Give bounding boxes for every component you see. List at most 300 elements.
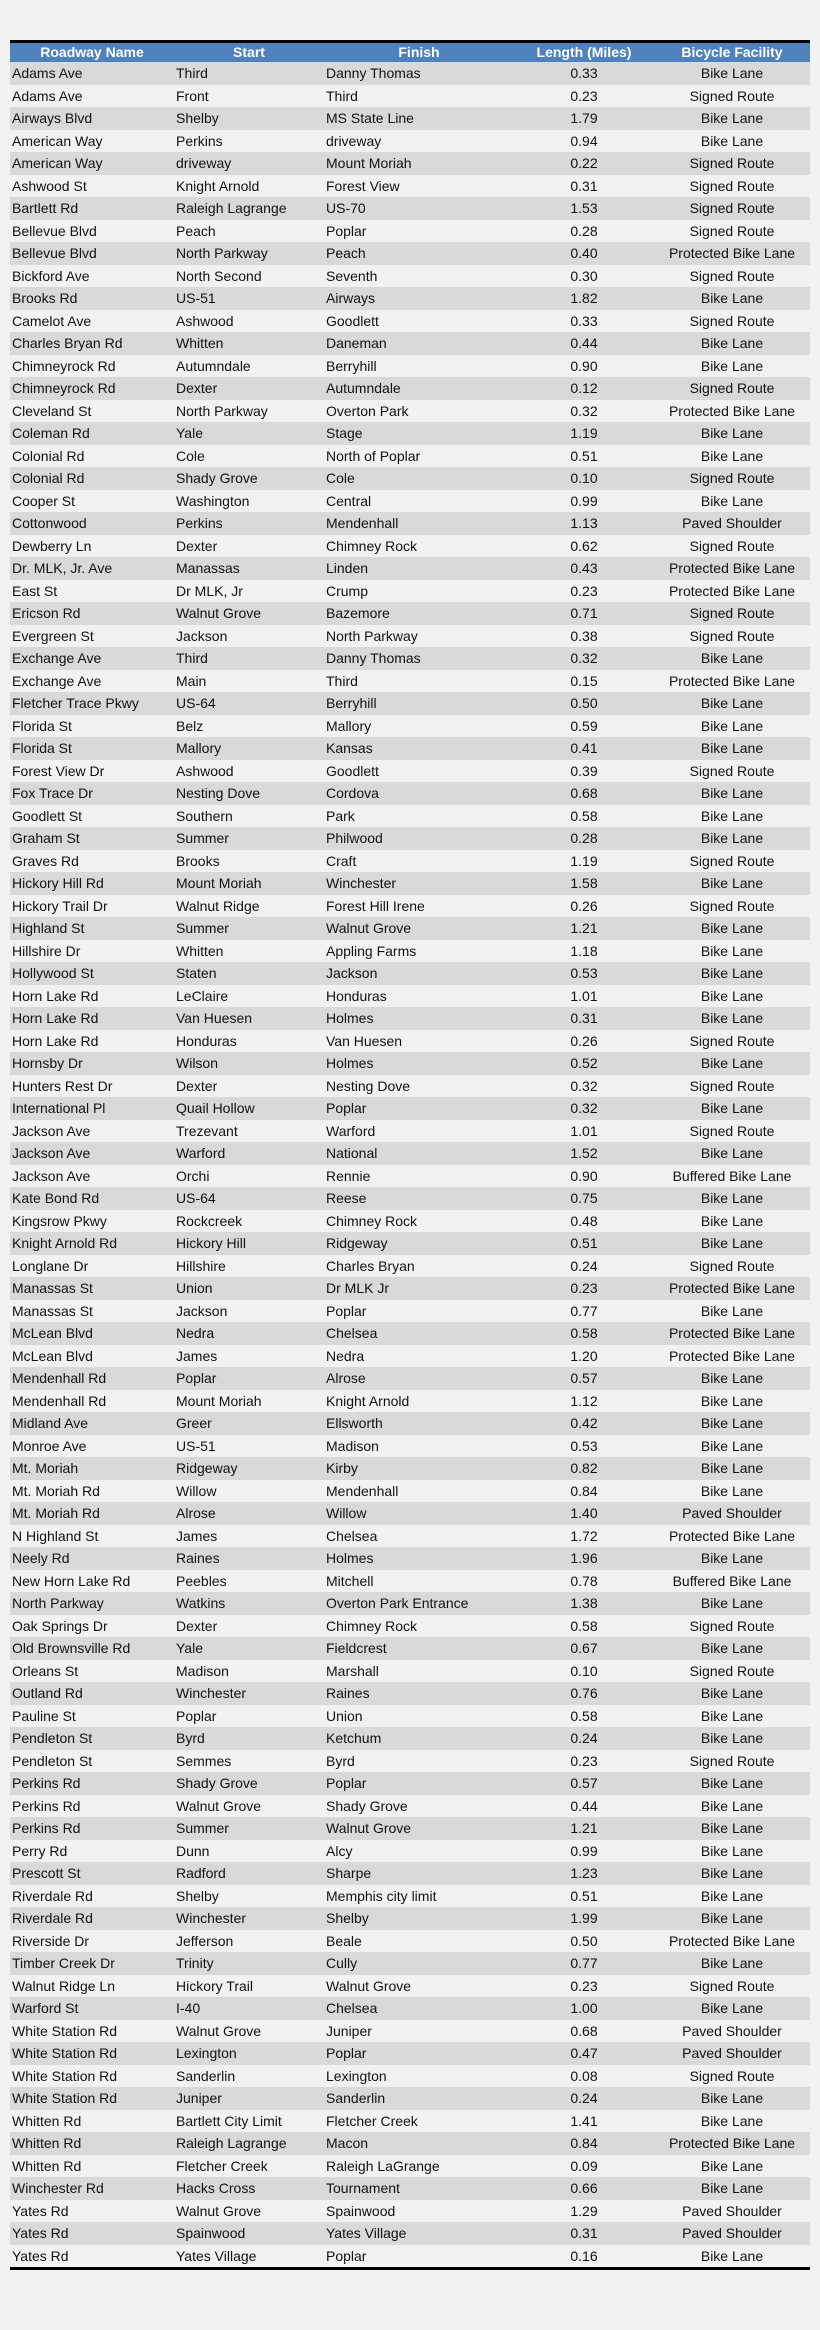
cell-roadway-name: Mendenhall Rd [12,1392,107,1409]
cell-length: 0.23 [570,582,598,599]
cell-start: Warford [176,1145,226,1162]
cell-start: James [176,1347,218,1364]
cell-facility: Bike Lane [700,447,764,464]
cell-facility: Bike Lane [700,2090,764,2107]
cell-finish: Craft [326,852,357,869]
cell-finish: Honduras [326,987,387,1004]
cell-facility: Signed Route [689,2067,775,2084]
cell-length: 0.58 [570,1325,598,1342]
table-row [10,985,810,1008]
cell-roadway-name: Bellevue Blvd [12,222,97,239]
table-row [10,1862,810,1885]
table-row [10,1570,810,1593]
cell-roadway-name: Walnut Ridge Ln [12,1977,115,1994]
cell-length: 0.53 [570,1437,598,1454]
cell-length: 0.12 [570,380,598,397]
cell-finish: Winchester [326,875,397,892]
cell-roadway-name: Fletcher Trace Pkwy [12,695,139,712]
cell-roadway-name: White Station Rd [12,2067,118,2084]
cell-finish: Warford [326,1122,376,1139]
cell-length: 0.76 [570,1685,598,1702]
cell-start: Hickory Hill [176,1235,246,1252]
cell-length: 0.33 [570,65,598,82]
cell-roadway-name: American Way [12,132,103,149]
cell-start: Summer [176,920,229,937]
cell-length: 0.31 [570,2225,598,2242]
table-row [10,1817,810,1840]
cell-start: Quail Hollow [176,1100,255,1117]
table-row [10,1615,810,1638]
table-row [10,2065,810,2088]
cell-facility: Bike Lane [700,1055,764,1072]
cell-start: Radford [176,1865,226,1882]
cell-finish: Stage [326,425,363,442]
table-row [10,1390,810,1413]
cell-facility: Bike Lane [700,425,764,442]
cell-facility: Protected Bike Lane [668,582,796,599]
cell-facility: Bike Lane [700,1797,764,1814]
table-row [10,872,810,895]
cell-finish: Fieldcrest [326,1640,387,1657]
cell-roadway-name: Yates Rd [12,2202,69,2219]
cell-finish: Philwood [326,830,383,847]
cell-roadway-name: Winchester Rd [12,2180,104,2197]
cell-facility: Signed Route [689,312,775,329]
cell-length: 0.22 [570,155,598,172]
cell-roadway-name: Graves Rd [12,852,79,869]
cell-facility: Bike Lane [700,1595,764,1612]
cell-finish: Walnut Grove [326,1977,412,1994]
cell-roadway-name: Ashwood St [12,177,87,194]
cell-length: 0.23 [570,1977,598,1994]
cell-length: 0.08 [570,2067,598,2084]
cell-roadway-name: Timber Creek Dr [12,1955,115,1972]
cell-finish: Raleigh LaGrange [326,2157,440,2174]
table-row [10,1322,810,1345]
cell-length: 1.38 [570,1595,598,1612]
cell-facility: Bike Lane [700,1190,764,1207]
cell-finish: Overton Park Entrance [326,1595,469,1612]
cell-facility: Bike Lane [700,1235,764,1252]
cell-roadway-name: Fox Trace Dr [12,785,93,802]
cell-finish: Raines [326,1685,370,1702]
cell-finish: Memphis city limit [326,1887,437,1904]
cell-start: Front [176,87,209,104]
cell-roadway-name: Warford St [12,2000,79,2017]
table-row [10,557,810,580]
cell-facility: Bike Lane [700,942,764,959]
cell-finish: Airways [326,290,376,307]
cell-length: 1.96 [570,1550,598,1567]
cell-finish: Walnut Grove [326,1820,412,1837]
table-row [10,1345,810,1368]
table-row [10,625,810,648]
cell-roadway-name: Mt. Moriah Rd [12,1505,100,1522]
cell-finish: Jackson [326,965,378,982]
cell-length: 0.15 [570,672,598,689]
cell-length: 0.58 [570,807,598,824]
cell-finish: Cully [326,1955,358,1972]
cell-length: 1.13 [570,515,598,532]
cell-facility: Protected Bike Lane [668,1325,796,1342]
cell-length: 0.09 [570,2157,598,2174]
table-bottom-rule [10,2267,810,2270]
cell-start: Ashwood [176,312,234,329]
cell-finish: Poplar [326,2247,367,2264]
cell-length: 1.99 [570,1910,598,1927]
cell-finish: Poplar [326,1100,367,1117]
cell-start: Ashwood [176,762,234,779]
cell-finish: Ridgeway [326,1235,388,1252]
cell-finish: Mendenhall [326,1482,399,1499]
cell-length: 0.28 [570,222,598,239]
cell-finish: Sanderlin [326,2090,386,2107]
cell-roadway-name: Dewberry Ln [12,537,92,554]
cell-roadway-name: Highland St [12,920,85,937]
cell-roadway-name: Forest View Dr [12,762,105,779]
table-row [10,2132,810,2155]
cell-length: 0.30 [570,267,598,284]
cell-start: Nesting Dove [176,785,261,802]
cell-facility: Bike Lane [700,785,764,802]
bike-facility-table [10,40,810,2267]
cell-start: Washington [176,492,250,509]
cell-length: 0.10 [570,470,598,487]
cell-finish: Nesting Dove [326,1077,411,1094]
cell-finish: Alcy [326,1842,353,1859]
cell-length: 1.40 [570,1505,598,1522]
cell-roadway-name: International Pl [12,1100,106,1117]
table-row [10,2087,810,2110]
cell-length: 0.47 [570,2045,598,2062]
cell-length: 0.31 [570,1010,598,1027]
cell-start: Jackson [176,627,228,644]
cell-facility: Bike Lane [700,650,764,667]
cell-roadway-name: Outland Rd [12,1685,83,1702]
cell-facility: Bike Lane [700,1955,764,1972]
table-row [10,1300,810,1323]
cell-length: 0.94 [570,132,598,149]
cell-start: North Second [176,267,262,284]
cell-finish: Alrose [326,1370,366,1387]
cell-facility: Bike Lane [700,2112,764,2129]
cell-start: Southern [176,807,233,824]
table-row [10,1187,810,1210]
cell-facility: Signed Route [689,897,775,914]
cell-start: Trinity [176,1955,214,1972]
cell-length: 0.10 [570,1662,598,1679]
cell-facility: Paved Shoulder [682,2202,782,2219]
cell-facility: Protected Bike Lane [668,1347,796,1364]
cell-start: North Parkway [176,245,268,262]
cell-length: 1.58 [570,875,598,892]
table-row [10,647,810,670]
cell-length: 1.21 [570,920,598,937]
cell-finish: Mallory [326,717,372,734]
cell-start: Main [176,672,207,689]
cell-start: Shady Grove [176,1775,258,1792]
table-row [10,1637,810,1660]
cell-start: Jefferson [176,1932,234,1949]
cell-length: 0.67 [570,1640,598,1657]
cell-roadway-name: Cooper St [12,492,76,509]
table-row [10,895,810,918]
cell-roadway-name: Bartlett Rd [12,200,79,217]
cell-start: Van Huesen [176,1010,253,1027]
cell-finish: North Parkway [326,627,418,644]
table-row [10,85,810,108]
cell-roadway-name: Adams Ave [12,65,83,82]
table-row [10,445,810,468]
cell-length: 0.53 [570,965,598,982]
cell-finish: Holmes [326,1055,374,1072]
cell-length: 1.52 [570,1145,598,1162]
header-length-miles: Length (Miles) [536,44,632,60]
cell-finish: Chelsea [326,1527,378,1544]
cell-facility: Bike Lane [700,1212,764,1229]
cell-length: 0.51 [570,447,598,464]
cell-roadway-name: Camelot Ave [12,312,92,329]
table-row [10,1997,810,2020]
cell-finish: Overton Park [326,402,409,419]
table-row [10,1885,810,1908]
cell-length: 0.58 [570,1617,598,1634]
table-row [10,152,810,175]
cell-roadway-name: Chimneyrock Rd [12,357,116,374]
cell-facility: Signed Route [689,470,775,487]
cell-roadway-name: Brooks Rd [12,290,78,307]
cell-finish: Walnut Grove [326,920,412,937]
cell-finish: Knight Arnold [326,1392,410,1409]
cell-finish: driveway [326,132,382,149]
cell-finish: Macon [326,2135,369,2152]
cell-facility: Bike Lane [700,1302,764,1319]
cell-finish: Forest View [326,177,400,194]
cell-facility: Bike Lane [700,357,764,374]
cell-finish: Forest Hill Irene [326,897,425,914]
cell-length: 0.26 [570,1032,598,1049]
header-start: Start [233,44,265,60]
cell-facility: Protected Bike Lane [668,2135,796,2152]
cell-start: Spainwood [176,2225,246,2242]
cell-finish: Yates Village [326,2225,407,2242]
cell-finish: Lexington [326,2067,387,2084]
cell-start: Peebles [176,1572,227,1589]
cell-finish: Byrd [326,1752,355,1769]
cell-start: Dunn [176,1842,210,1859]
table-row [10,107,810,130]
table-row [10,310,810,333]
cell-roadway-name: Mt. Moriah Rd [12,1482,100,1499]
cell-start: Lexington [176,2045,237,2062]
cell-start: Honduras [176,1032,237,1049]
cell-facility: Bike Lane [700,1685,764,1702]
cell-facility: Paved Shoulder [682,2045,782,2062]
cell-roadway-name: Pendleton St [12,1752,93,1769]
cell-facility: Bike Lane [700,2000,764,2017]
cell-length: 1.19 [570,852,598,869]
cell-length: 0.39 [570,762,598,779]
cell-roadway-name: Perkins Rd [12,1820,81,1837]
cell-length: 0.24 [570,1730,598,1747]
cell-facility: Signed Route [689,762,775,779]
cell-facility: Signed Route [689,1077,775,1094]
cell-finish: Bazemore [326,605,390,622]
cell-facility: Signed Route [689,1662,775,1679]
cell-length: 0.42 [570,1415,598,1432]
cell-length: 0.59 [570,717,598,734]
cell-roadway-name: Pendleton St [12,1730,93,1747]
cell-roadway-name: North Parkway [12,1595,104,1612]
cell-roadway-name: Prescott St [12,1865,81,1882]
table-row [10,1772,810,1795]
cell-length: 0.90 [570,357,598,374]
cell-facility: Signed Route [689,200,775,217]
cell-start: Byrd [176,1730,205,1747]
cell-start: Dexter [176,380,218,397]
cell-roadway-name: Hickory Hill Rd [12,875,104,892]
table-row [10,1682,810,1705]
cell-roadway-name: Florida St [12,717,72,734]
table-row [10,1367,810,1390]
cell-length: 0.23 [570,87,598,104]
cell-finish: Cordova [326,785,379,802]
cell-facility: Paved Shoulder [682,2022,782,2039]
cell-roadway-name: Manassas St [12,1280,93,1297]
table-row [10,2020,810,2043]
cell-roadway-name: Hollywood St [12,965,94,982]
cell-roadway-name: Hunters Rest Dr [12,1077,113,1094]
cell-start: US-64 [176,695,216,712]
cell-facility: Protected Bike Lane [668,245,796,262]
table-row [10,1232,810,1255]
cell-start: Rockcreek [176,1212,243,1229]
cell-finish: Chimney Rock [326,1212,418,1229]
cell-roadway-name: Cottonwood [12,515,87,532]
cell-start: Semmes [176,1752,232,1769]
cell-length: 1.53 [570,200,598,217]
cell-facility: Protected Bike Lane [668,402,796,419]
cell-facility: Paved Shoulder [682,1505,782,1522]
cell-length: 0.57 [570,1775,598,1792]
cell-roadway-name: White Station Rd [12,2045,118,2062]
cell-finish: Charles Bryan [326,1257,415,1274]
table-row [10,1840,810,1863]
cell-start: Staten [176,965,217,982]
cell-finish: Chelsea [326,1325,378,1342]
cell-start: Shelby [176,110,219,127]
cell-start: Summer [176,830,229,847]
cell-finish: Shelby [326,1910,369,1927]
cell-finish: Goodlett [326,762,379,779]
cell-start: Knight Arnold [176,177,260,194]
cell-roadway-name: Cleveland St [12,402,92,419]
cell-finish: Kirby [326,1460,358,1477]
table-row [10,467,810,490]
cell-roadway-name: Airways Blvd [12,110,93,127]
cell-length: 0.84 [570,1482,598,1499]
table-row [10,1120,810,1143]
cell-roadway-name: White Station Rd [12,2090,118,2107]
table-row [10,782,810,805]
cell-length: 0.57 [570,1370,598,1387]
cell-start: Trezevant [176,1122,238,1139]
cell-roadway-name: Hornsby Dr [12,1055,83,1072]
cell-roadway-name: Hillshire Dr [12,942,81,959]
cell-start: Sanderlin [176,2067,236,2084]
cell-start: Whitten [176,942,224,959]
cell-start: Manassas [176,560,240,577]
cell-facility: Signed Route [689,87,775,104]
cell-finish: Appling Farms [326,942,417,959]
cell-finish: Poplar [326,1775,367,1792]
cell-start: Raleigh Lagrange [176,2135,287,2152]
cell-facility: Bike Lane [700,1910,764,1927]
table-row [10,962,810,985]
cell-start: Yates Village [176,2247,257,2264]
cell-facility: Protected Bike Lane [668,672,796,689]
cell-start: Poplar [176,1370,217,1387]
cell-roadway-name: Pauline St [12,1707,76,1724]
table-row [10,2245,810,2268]
cell-length: 0.58 [570,1707,598,1724]
cell-start: Walnut Grove [176,605,262,622]
cell-start: Whitten [176,335,224,352]
cell-finish: Third [326,87,358,104]
cell-facility: Bike Lane [700,1100,764,1117]
cell-roadway-name: White Station Rd [12,2022,118,2039]
cell-length: 0.33 [570,312,598,329]
cell-finish: Seventh [326,267,378,284]
cell-start: James [176,1527,218,1544]
table-row [10,1525,810,1548]
cell-length: 0.44 [570,1797,598,1814]
cell-roadway-name: Horn Lake Rd [12,1010,99,1027]
table-row [10,2042,810,2065]
cell-start: Fletcher Creek [176,2157,268,2174]
cell-length: 1.12 [570,1392,598,1409]
cell-facility: Bike Lane [700,2157,764,2174]
cell-finish: Linden [326,560,369,577]
cell-finish: Autumndale [326,380,401,397]
table-row [10,850,810,873]
cell-start: Mount Moriah [176,875,262,892]
cell-finish: Third [326,672,358,689]
cell-length: 0.41 [570,740,598,757]
cell-length: 1.01 [570,1122,598,1139]
cell-finish: Goodlett [326,312,379,329]
cell-facility: Bike Lane [700,2247,764,2264]
table-row [10,2110,810,2133]
cell-facility: Protected Bike Lane [668,1527,796,1544]
table-row [10,1142,810,1165]
table-row [10,1255,810,1278]
cell-length: 1.41 [570,2112,598,2129]
cell-length: 0.28 [570,830,598,847]
cell-start: Belz [176,717,204,734]
cell-roadway-name: Bickford Ave [12,267,90,284]
cell-roadway-name: N Highland St [12,1527,99,1544]
cell-start: Greer [176,1415,212,1432]
table-row [10,1727,810,1750]
cell-roadway-name: Riverside Dr [12,1932,90,1949]
cell-length: 0.66 [570,2180,598,2197]
cell-length: 0.51 [570,1887,598,1904]
cell-start: Hacks Cross [176,2180,256,2197]
cell-start: Walnut Grove [176,1797,262,1814]
cell-length: 0.23 [570,1280,598,1297]
cell-length: 0.68 [570,2022,598,2039]
